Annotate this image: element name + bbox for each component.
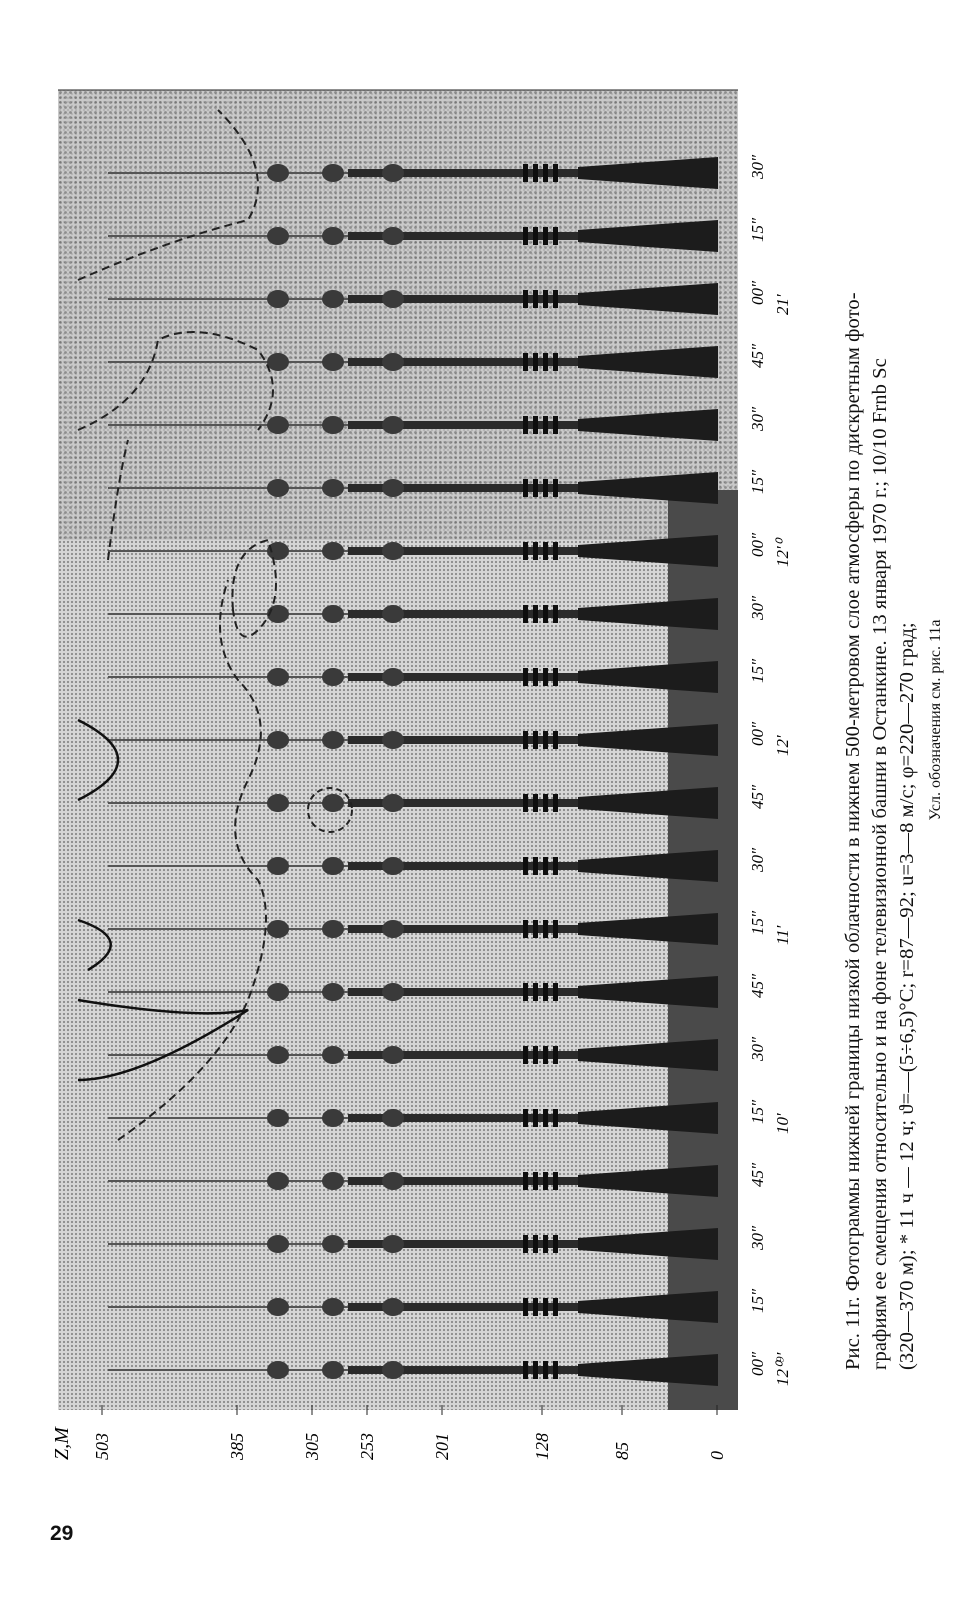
tower-ring <box>553 227 558 245</box>
tower-ring <box>533 1361 538 1379</box>
tower-node <box>267 731 289 749</box>
time-minute-label: 15″ <box>748 658 767 683</box>
tower-ring <box>533 983 538 1001</box>
time-hour-label: 12⁰⁹′ <box>773 1352 792 1386</box>
time-hour-label: 12′⁰ <box>773 539 792 567</box>
tower-ring <box>533 731 538 749</box>
tower-ring <box>523 857 528 875</box>
tower-ring <box>533 479 538 497</box>
tower-node <box>267 290 289 308</box>
time-minute-label: 30″ <box>748 1036 767 1061</box>
tower-ring <box>543 983 548 1001</box>
tower-ring <box>523 668 528 686</box>
tower-ring <box>533 668 538 686</box>
tower-node <box>267 164 289 182</box>
tower-node <box>382 1046 404 1064</box>
tower-node <box>322 920 344 938</box>
tower-ring <box>543 542 548 560</box>
tower-ring <box>543 1361 548 1379</box>
tower-ring <box>533 542 538 560</box>
tower-node <box>267 416 289 434</box>
tower-node <box>267 1235 289 1253</box>
tower-ring <box>533 290 538 308</box>
tower-node <box>322 1172 344 1190</box>
tower-node <box>382 353 404 371</box>
tower-node <box>267 857 289 875</box>
tower-ring <box>543 920 548 938</box>
height-tick-label: 201 <box>432 1433 452 1460</box>
time-minute-label: 15″ <box>748 910 767 935</box>
tower-ring <box>543 605 548 623</box>
tower-node <box>382 983 404 1001</box>
tower-node <box>382 479 404 497</box>
tower-ring <box>533 857 538 875</box>
upper-frames-darker <box>58 90 738 540</box>
tower-node <box>382 794 404 812</box>
tower-node <box>322 227 344 245</box>
tower-node <box>322 857 344 875</box>
height-tick-label: 503 <box>92 1433 112 1460</box>
caption-line-1: Рис. 11г. Фотограммы нижней границы низкой облачности в нижнем 500-метровом слое атмосферы по дискретным фото- <box>842 292 864 1370</box>
time-minute-label: 15″ <box>748 1099 767 1124</box>
tower-ring <box>543 1109 548 1127</box>
tower-ring <box>543 731 548 749</box>
tower-node <box>267 1046 289 1064</box>
tower-node <box>322 290 344 308</box>
tower-ring <box>553 164 558 182</box>
figure-caption <box>840 70 970 1370</box>
time-minute-label: 30″ <box>748 847 767 872</box>
time-minute-label: 45″ <box>748 343 767 368</box>
tower-node <box>267 1361 289 1379</box>
tower-ring <box>533 1046 538 1064</box>
height-tick-label: 305 <box>302 1433 322 1460</box>
tower-node <box>322 605 344 623</box>
tower-ring <box>553 1046 558 1064</box>
tower-node <box>322 416 344 434</box>
tower-ring <box>523 1361 528 1379</box>
tower-node <box>267 353 289 371</box>
tower-ring <box>523 1046 528 1064</box>
tower-ring <box>523 731 528 749</box>
tower-ring <box>533 1298 538 1316</box>
tower-ring <box>523 353 528 371</box>
tower-ring <box>553 731 558 749</box>
time-minute-label: 15″ <box>748 469 767 494</box>
tower-node <box>382 164 404 182</box>
tower-ring <box>523 983 528 1001</box>
time-hour-label: 12′ <box>773 735 792 756</box>
tower-ring <box>543 857 548 875</box>
tower-ring <box>523 416 528 434</box>
tower-node <box>382 290 404 308</box>
tower-ring <box>543 164 548 182</box>
tower-ring <box>543 353 548 371</box>
tower-ring <box>533 605 538 623</box>
tower-node <box>322 983 344 1001</box>
tower-ring <box>523 479 528 497</box>
tower-node <box>382 227 404 245</box>
tower-node <box>382 1109 404 1127</box>
tower-ring <box>543 416 548 434</box>
tower-ring <box>543 1298 548 1316</box>
time-hour-label: 11′ <box>773 925 792 945</box>
tower-node <box>322 479 344 497</box>
tower-node <box>382 857 404 875</box>
time-labels <box>748 154 792 1386</box>
tower-ring <box>553 479 558 497</box>
time-minute-label: 30″ <box>748 406 767 431</box>
tower-node <box>267 668 289 686</box>
tower-ring <box>553 353 558 371</box>
tower-ring <box>543 668 548 686</box>
tower-ring <box>553 920 558 938</box>
time-minute-label: 00″ <box>748 280 767 305</box>
tower-node <box>382 731 404 749</box>
tower-node <box>322 668 344 686</box>
tower-node <box>322 731 344 749</box>
tower-ring <box>553 668 558 686</box>
tower-node <box>322 164 344 182</box>
tower-ring <box>553 794 558 812</box>
tower-ring <box>553 542 558 560</box>
tower-node <box>382 1298 404 1316</box>
height-tick-label: 385 <box>227 1433 247 1460</box>
time-minute-label: 30″ <box>748 1225 767 1250</box>
tower-ring <box>553 605 558 623</box>
tower-node <box>382 1361 404 1379</box>
tower-ring <box>543 1046 548 1064</box>
tower-ring <box>523 794 528 812</box>
time-minute-label: 00″ <box>748 1351 767 1376</box>
height-ticks <box>92 1405 727 1461</box>
tower-ring <box>533 920 538 938</box>
tower-ring <box>533 164 538 182</box>
time-minute-label: 00″ <box>748 532 767 557</box>
tower-ring <box>543 227 548 245</box>
tower-node <box>322 1298 344 1316</box>
time-minute-label: 15″ <box>748 217 767 242</box>
tower-ring <box>523 1298 528 1316</box>
tower-ring <box>523 542 528 560</box>
tower-ring <box>523 1235 528 1253</box>
time-minute-label: 15″ <box>748 1288 767 1313</box>
height-tick-label: 128 <box>532 1433 552 1460</box>
time-minute-label: 45″ <box>748 1162 767 1187</box>
tower-node <box>322 794 344 812</box>
tower-node <box>322 1046 344 1064</box>
tower-ring <box>553 290 558 308</box>
tower-node <box>267 479 289 497</box>
tower-ring <box>543 1172 548 1190</box>
tower-ring <box>553 1361 558 1379</box>
height-tick-label: 85 <box>612 1442 632 1460</box>
tower-ring <box>523 290 528 308</box>
tower-ring <box>533 353 538 371</box>
tower-node <box>267 920 289 938</box>
tower-ring <box>523 227 528 245</box>
tower-ring <box>553 1172 558 1190</box>
photogram-figure <box>18 20 818 1470</box>
page-number: 29 <box>50 1522 74 1545</box>
tower-ring <box>553 1235 558 1253</box>
tower-ring <box>523 1109 528 1127</box>
tower-ring <box>543 479 548 497</box>
tower-node <box>322 353 344 371</box>
tower-ring <box>553 1298 558 1316</box>
tower-node <box>267 794 289 812</box>
height-tick-label: 253 <box>357 1433 377 1460</box>
tower-ring <box>553 983 558 1001</box>
caption-legend-note: Усл. обозначения см. рис. 11а <box>927 619 944 821</box>
tower-ring <box>553 416 558 434</box>
tower-ring <box>543 794 548 812</box>
tower-ring <box>553 857 558 875</box>
tower-ring <box>533 1109 538 1127</box>
tower-node <box>267 983 289 1001</box>
tower-node <box>382 1235 404 1253</box>
tower-ring <box>523 605 528 623</box>
tower-node <box>382 542 404 560</box>
tower-node <box>267 1109 289 1127</box>
tower-node <box>322 1109 344 1127</box>
tower-ring <box>523 920 528 938</box>
tower-node <box>322 1235 344 1253</box>
time-minute-label: 30″ <box>748 154 767 179</box>
tower-ring <box>533 1235 538 1253</box>
caption-line-2: графиям ее смещения относительно и на фоне телевизионной башни в Останкине. 13 января 1970 г.; 10/10 Frnb Sc <box>869 358 891 1370</box>
tower-node <box>382 668 404 686</box>
time-hour-label: 21′ <box>773 294 792 315</box>
time-minute-label: 30″ <box>748 595 767 620</box>
tower-ring <box>533 1172 538 1190</box>
time-minute-label: 45″ <box>748 973 767 998</box>
tower-ring <box>523 164 528 182</box>
tower-ring <box>543 290 548 308</box>
tower-node <box>267 227 289 245</box>
axis-unit-label: Z,M <box>51 1427 73 1460</box>
tower-ring <box>533 227 538 245</box>
tower-node <box>382 1172 404 1190</box>
caption-line-3: (320—370 м); * 11 ч — 12 ч; ϑ=—(5÷6,5)°C; r=87—92; u=3—8 м/с; φ=220—270 град; <box>896 622 918 1370</box>
tower-ring <box>523 1172 528 1190</box>
time-hour-label: 10′ <box>773 1113 792 1134</box>
time-minute-label: 45″ <box>748 784 767 809</box>
time-minute-label: 00″ <box>748 721 767 746</box>
tower-ring <box>533 794 538 812</box>
height-tick-label: 0 <box>707 1451 727 1460</box>
tower-ring <box>553 1109 558 1127</box>
tower-node <box>267 1172 289 1190</box>
tower-node <box>322 542 344 560</box>
tower-node <box>267 1298 289 1316</box>
tower-node <box>382 920 404 938</box>
tower-ring <box>543 1235 548 1253</box>
tower-ring <box>533 416 538 434</box>
tower-node <box>382 416 404 434</box>
tower-node <box>382 605 404 623</box>
tower-node <box>322 1361 344 1379</box>
